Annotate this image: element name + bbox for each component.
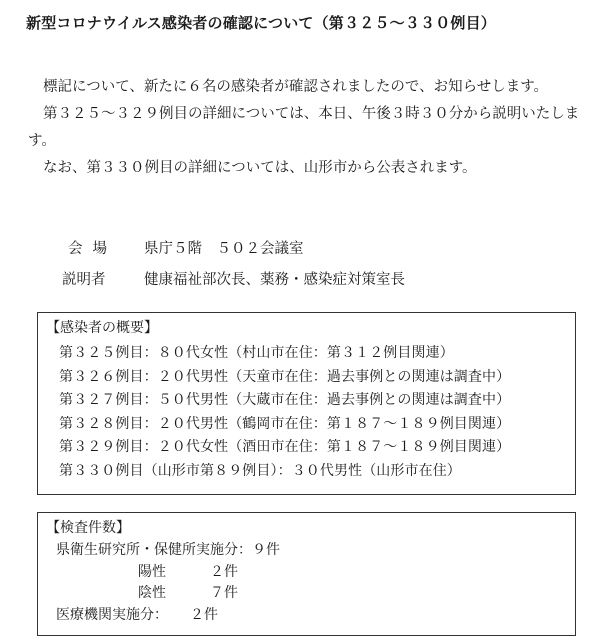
hospital-test-row [56,605,575,627]
hospital-test-label: 医療機関実施分： [56,606,168,623]
presenter-label: 説明者 [62,272,106,288]
briefing-info [62,234,562,296]
venue-value: 県庁５階 ５０２会議室 [144,241,304,257]
positive-row [56,562,575,584]
case-item: 第３２９例目：２０代女性（酒田市在住：第１８７～１８９例目関連） [59,439,511,455]
case-overview-box [37,312,576,495]
negative-value: ７件 [210,585,238,601]
positive-value: ２件 [210,563,238,580]
test-count-rows [56,540,575,626]
test-count-heading: 【検査件数】 [46,520,130,536]
case-item: 第３３０例目（山形市第８９例目）：３０代男性（山形市在住） [59,462,461,479]
case-overview-heading: 【感染者の概要】 [46,320,158,336]
negative-label: 陰性 [138,585,166,601]
announcement-body [28,74,588,182]
case-item: 第３２８例目：２０代男性（鶴岡市在住：第１８７～１８９例目関連） [59,415,511,432]
paragraph-yamagata-city: なお、第３３０例目の詳細については、山形市から公表されます。 [43,160,477,176]
case-item: 第３２５例目：８０代女性（村山市在住：第３１２例目関連） [59,345,454,361]
venue-row [62,234,562,265]
lab-test-label: 県衛生研究所・保健所実施分： [56,542,252,558]
paragraph-briefing-time: 第３２５～３２９例目の詳細については、本日、午後３時３０分から説明いたします。 [28,106,580,149]
test-count-box [37,512,576,636]
case-list [59,342,575,483]
lab-test-row [56,540,575,562]
positive-label: 陽性 [138,563,166,580]
venue-label: 会場 [68,241,117,257]
hospital-test-value: ２件 [190,606,218,623]
case-item: 第３２６例目：２０代男性（天童市在住：過去事例との関連は調査中） [59,368,511,385]
presenter-row [62,265,562,296]
negative-row [56,583,575,605]
lab-test-total: ９件 [252,542,280,558]
document-title: 新型コロナウイルス感染者の確認について（第３２５～３３０例目） [26,14,497,32]
presenter-value: 健康福祉部次長、薬務・感染症対策室長 [144,272,405,288]
case-item: 第３２７例目：５０代男性（大蔵市在住：過去事例との関連は調査中） [59,392,511,408]
paragraph-new-cases: 標記について、新たに６名の感染者が確認されましたので、お知らせします。 [43,79,549,95]
